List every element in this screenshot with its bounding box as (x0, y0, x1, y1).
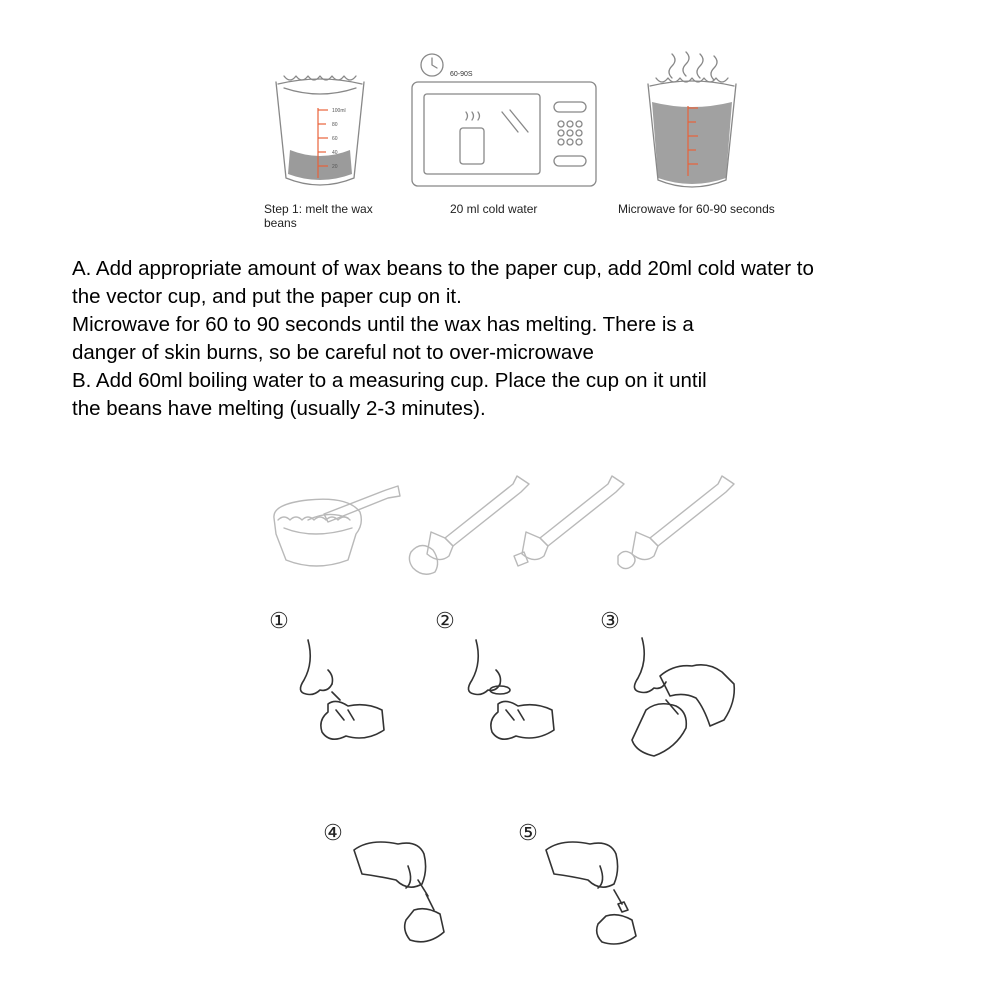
instruction-line: the beans have melting (usually 2-3 minutes). (72, 397, 486, 420)
cup-scale-100: 100ml (332, 108, 346, 114)
instruction-line: danger of skin burns, so be careful not to over-microwave (72, 341, 594, 364)
measuring-cup-with-paper-cup-illustration (270, 70, 370, 195)
caption-step1: Step 1: melt the wax beans (264, 202, 373, 230)
cup-scale-20: 20 (332, 164, 338, 170)
instruction-line: A. Add appropriate amount of wax beans to the paper cup, add 20ml cold water to (72, 257, 814, 280)
wax-bowl-with-stick-illustration (268, 478, 408, 578)
cup-scale-40: 40 (332, 150, 338, 156)
step2-insert-stick-illustration (460, 640, 580, 750)
steaming-cup-illustration (642, 50, 742, 195)
step3-press-nose-illustration (626, 636, 746, 760)
timer-label: 60-90S (450, 71, 473, 78)
step-number-4: ④ (323, 820, 343, 845)
instruction-line: Microwave for 60 to 90 seconds until the wax has melting. There is a (72, 313, 694, 336)
instructions-text (72, 255, 992, 423)
step4-pull-stick-illustration (348, 836, 468, 950)
step-number-2: ② (435, 608, 455, 633)
caption-microwave: Microwave for 60-90 seconds (618, 202, 775, 216)
step1-insert-stick-illustration (292, 640, 402, 750)
step-number-1: ① (269, 608, 289, 633)
instruction-line: B. Add 60ml boiling water to a measuring cup. Place the cup on it until (72, 369, 707, 392)
cup-scale-60: 60 (332, 136, 338, 142)
microwave-illustration (410, 50, 600, 190)
step5-pull-stick-illustration (540, 836, 660, 950)
step-number-3: ③ (600, 608, 620, 633)
cup-scale-80: 80 (332, 122, 338, 128)
applicator-stick-3 (610, 470, 740, 580)
step-number-5: ⑤ (518, 820, 538, 845)
instruction-line: the vector cup, and put the paper cup on it. (72, 285, 462, 308)
caption-cold-water: 20 ml cold water (450, 202, 538, 216)
